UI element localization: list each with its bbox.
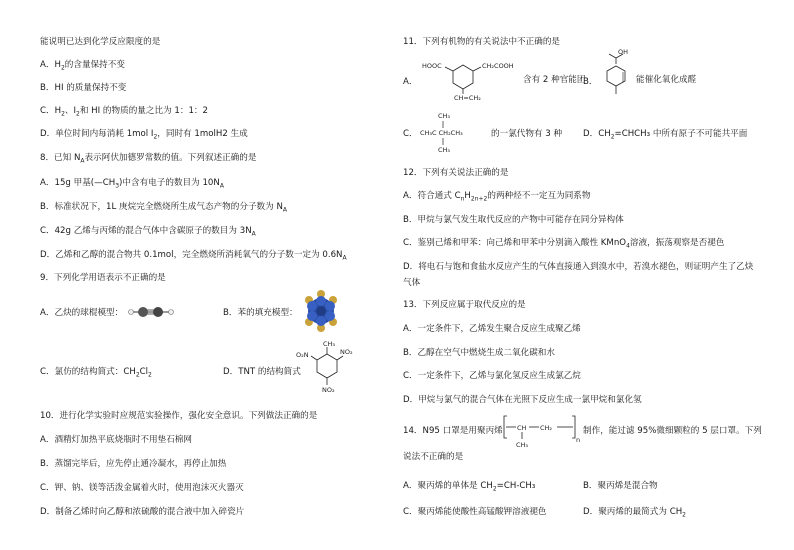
- q11-a-ch2cooh-label: CH₂COOH: [482, 62, 514, 70]
- q14-stem-pre: 14．N95 口罩是用聚丙烯: [403, 426, 503, 436]
- q7-option-c: C．$H_2$、$I_2$和 HI 的物质的量之比为 1：1：2: [40, 106, 208, 118]
- q14-stem-continued: 说法不正确的是: [403, 452, 464, 462]
- q11-option-b-label: B．: [583, 77, 598, 87]
- q8-option-a: A．15g 甲基$(—CH_3)$中含有电子的数目为 $10N_A$: [40, 178, 224, 190]
- q11-option-c-text: 的一氯代物有 3 种: [491, 129, 563, 139]
- q11-option-a-text: 含有 2 种官能团: [523, 75, 586, 85]
- q14-ch3-label: CH₃: [516, 441, 529, 449]
- q13-stem: 13．下列反应属于取代反应的是: [403, 300, 526, 310]
- tnt-ch3-label: CH₃: [323, 340, 336, 348]
- q12-option-c: C．鉴别己烯和甲苯：向己烯和甲苯中分别滴入酸性 KMnO$_4$溶液，振荡观察是否褪色: [403, 238, 725, 250]
- q7-option-a: A．$H_2$的含量保持不变: [40, 60, 125, 72]
- q13-option-d: D．甲烷与氯气的混合气体在光照下反应生成一氯甲烷和氯化氢: [403, 395, 642, 405]
- q8-option-b: B．标准状况下，1L 庚烷完全燃烧所生成气态产物的分子数为 $N_A$: [40, 202, 287, 214]
- q11-c-ch3-bottom-label: CH₃: [438, 146, 451, 154]
- q11-c-structure-icon: [419, 110, 489, 154]
- acetylene-ball-stick-icon: [127, 304, 175, 320]
- q10-stem: 10．进行化学实验时应规范实验操作，强化安全意识。下列做法正确的是: [40, 411, 318, 421]
- q14-option-b: B．聚丙烯是混合物: [583, 481, 658, 491]
- q9-stem: 9．下列化学用语表示不正确的是: [40, 273, 166, 283]
- q13-option-b: B．乙醇在空气中燃烧生成二氧化碳和水: [403, 348, 555, 358]
- q11-option-a-label: A．: [403, 77, 418, 87]
- q10-option-b: B．蒸馏完毕后，应先停止通冷凝水，再停止加热: [40, 459, 227, 469]
- q8-option-c: C．42g 乙烯与丙烯的混合气体中含碳原子的数目为 $3N_A$: [40, 226, 256, 238]
- q14-n-label: n: [576, 436, 581, 444]
- q11-option-c-label: C．: [403, 129, 418, 139]
- q9-option-a: A．乙炔的球棍模型：: [40, 308, 124, 318]
- tnt-no2-right-label: NO₂: [340, 348, 353, 356]
- q7-option-b: B．HI 的质量保持不变: [40, 83, 127, 93]
- q12-option-b: B．甲烷与氯气发生取代反应的产物中可能存在同分异构体: [403, 215, 624, 225]
- q11-c-ch3-top-label: CH₃: [438, 112, 451, 120]
- q14-ch2-label: CH₂: [540, 424, 553, 432]
- q13-option-a: A．一定条件下，乙烯发生聚合反应生成聚乙烯: [403, 324, 581, 334]
- q11-option-d: D．$CH_2=CHCH_3$ 中所有原子不可能共平面: [583, 129, 748, 141]
- q9-option-c: C．氯仿的结构简式：$CH_2Cl_2$: [40, 367, 152, 379]
- q9-option-d: D．TNT 的结构简式: [223, 367, 301, 377]
- q10-option-c: C．钾、钠、镁等活泼金属着火时，使用泡沫灭火器灭: [40, 483, 244, 493]
- q14-option-a: A．聚丙烯的单体是 $CH_2=CH$-CH₃: [403, 481, 536, 493]
- q14-stem-post: 制作，能过滤 95%微细颗粒的 5 层口罩。下列: [583, 426, 762, 436]
- q12-stem: 12．下列有关说法正确的是: [403, 168, 509, 178]
- q11-a-hooc-label: HOOC: [422, 62, 442, 70]
- q9-option-b: B．苯的填充模型：: [223, 308, 298, 318]
- q12-option-d-continued: 气体: [403, 278, 421, 288]
- q7-option-d: D．单位时间内每消耗 1mol $I_2$，同时有 1molH2 生成: [40, 129, 248, 141]
- benzene-space-filling-icon: [301, 291, 341, 331]
- q13-option-c: C．一定条件下，乙烯与氯化氢反应生成氯乙烷: [403, 371, 581, 381]
- tnt-o2n-label: O₂N: [296, 351, 309, 359]
- q14-option-c: C．聚丙烯能使酸性高锰酸钾溶液褪色: [403, 507, 547, 517]
- q11-b-oh-label: OH: [618, 48, 629, 56]
- q14-ch-label: CH: [517, 424, 527, 432]
- q7-tail: 能说明已达到化学反应限度的是: [40, 37, 161, 47]
- q10-option-a: A．酒精灯加热平底烧瓶时不用垫石棉网: [40, 435, 192, 445]
- q12-option-a: A．符合通式 $C_nH_{2n+2}$的两种烃不一定互为同系物: [403, 191, 591, 203]
- q11-c-main-label: CH₃C CH₂CH₃: [420, 129, 463, 137]
- q10-option-d: D．制备乙烯时向乙醇和浓硫酸的混合液中加入碎瓷片: [40, 507, 245, 517]
- q11-option-b-text: 能催化氧化成醛: [636, 75, 697, 85]
- q11-stem: 11．下列有机物的有关说法中不正确的是: [403, 37, 561, 47]
- q11-b-structure-icon: [599, 48, 633, 108]
- q12-option-d: D．将电石与饱和食盐水反应产生的气体直接通入到溴水中，若溴水褪色，则证明产生了乙炔: [403, 262, 754, 272]
- tnt-structure-icon: [294, 340, 354, 400]
- q14-option-d: D．聚丙烯的最简式为 $CH_2$: [583, 507, 686, 519]
- q11-a-vinyl-label: CH=CH₂: [454, 94, 481, 102]
- tnt-no2-bottom-label: NO₂: [322, 386, 335, 394]
- q11-a-structure-icon: [421, 55, 521, 102]
- q8-stem: 8．已知 $N_A$表示阿伏加德罗常数的值。下列叙述正确的是: [40, 153, 257, 165]
- polypropylene-structure-icon: [502, 412, 580, 452]
- q8-option-d: D．乙烯和乙醇的混合物共 0.1mol，完全燃烧所消耗氧气的分子数一定为 $0.6N_A$: [40, 250, 347, 262]
